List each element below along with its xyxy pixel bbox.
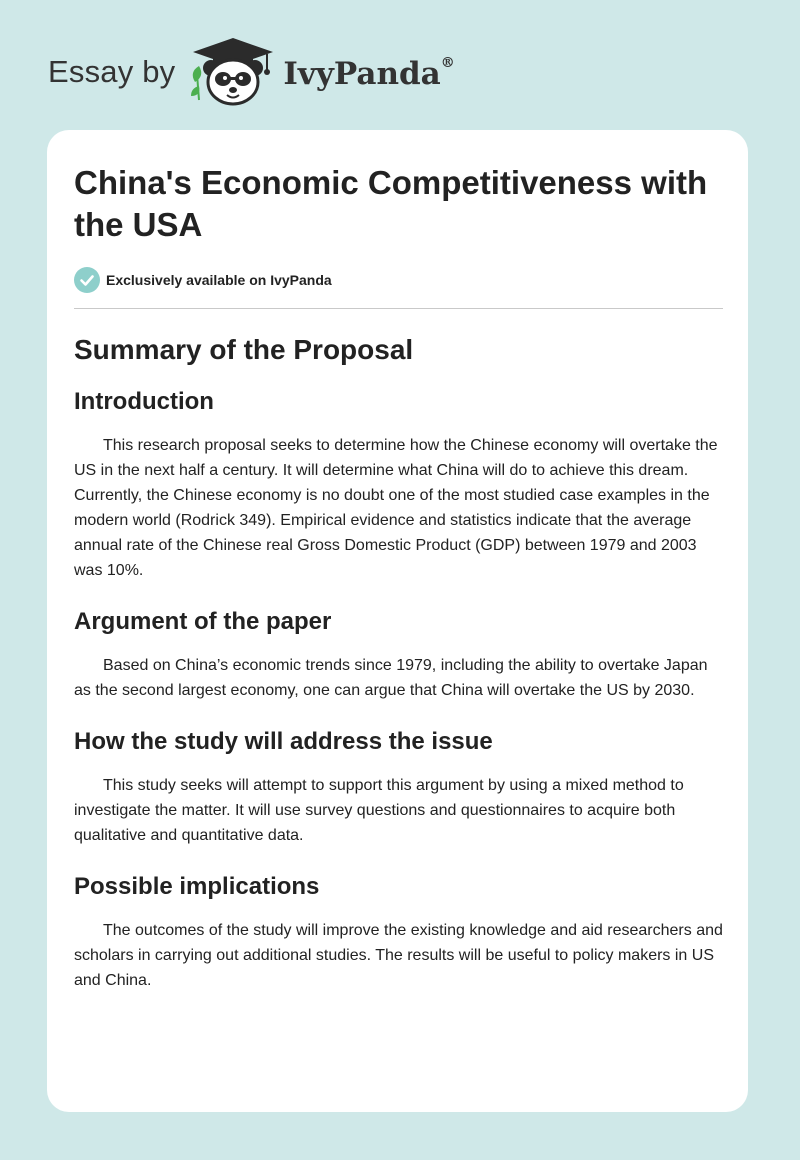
section-paragraph-implications: The outcomes of the study will improve the existing knowledge and aid researchers and scholars in carrying out additional studies. The results will be useful to policy makers in US and China. [74,922,723,989]
section-heading-study: How the study will address the issue [74,728,493,755]
section-paragraph-study: This study seeks will attempt to support this argument by using a mixed method to investigate the matter. It will use survey questions and questionnaires to acquire both qualitative and quantitative data. [74,777,684,844]
essay-by-label: Essay by [48,54,176,89]
site-header [48,36,455,108]
brand-name: IvyPanda® [283,54,455,92]
section-paragraph-argument: Based on China’s economic trends since 1979, including the ability to overtake Japan as the second largest economy, one can argue that China will overtake the US by 2030. [74,657,708,699]
section-paragraph-introduction: This research proposal seeks to determine how the Chinese economy will overtake the US in the next half a century. It will determine what China will do to achieve this dream. Currently, the Chinese economy is no doubt one of the most studied case examples in the modern world (Rodrick 349). Empirical evidence and statistics indicate that the average annual rate of the Chinese real Gross Domestic Product (GDP) between 1979 and 2003 was 10%. [74,437,718,579]
essay-title: China's Economic Competitiveness with the USA [74,164,708,243]
exclusive-badge-text: Exclusively available on IvyPanda [106,272,332,288]
section-heading-argument: Argument of the paper [74,608,332,635]
section-heading-implications: Possible implications [74,873,320,900]
essay-content [74,162,723,993]
registered-mark: ® [440,54,455,71]
section-heading-introduction: Introduction [74,388,214,415]
essay-card [47,130,748,1112]
divider [74,308,723,309]
check-circle-icon [74,267,100,293]
exclusive-badge [74,266,723,294]
panda-graduate-logo-icon [187,36,279,108]
summary-heading: Summary of the Proposal [74,334,414,365]
